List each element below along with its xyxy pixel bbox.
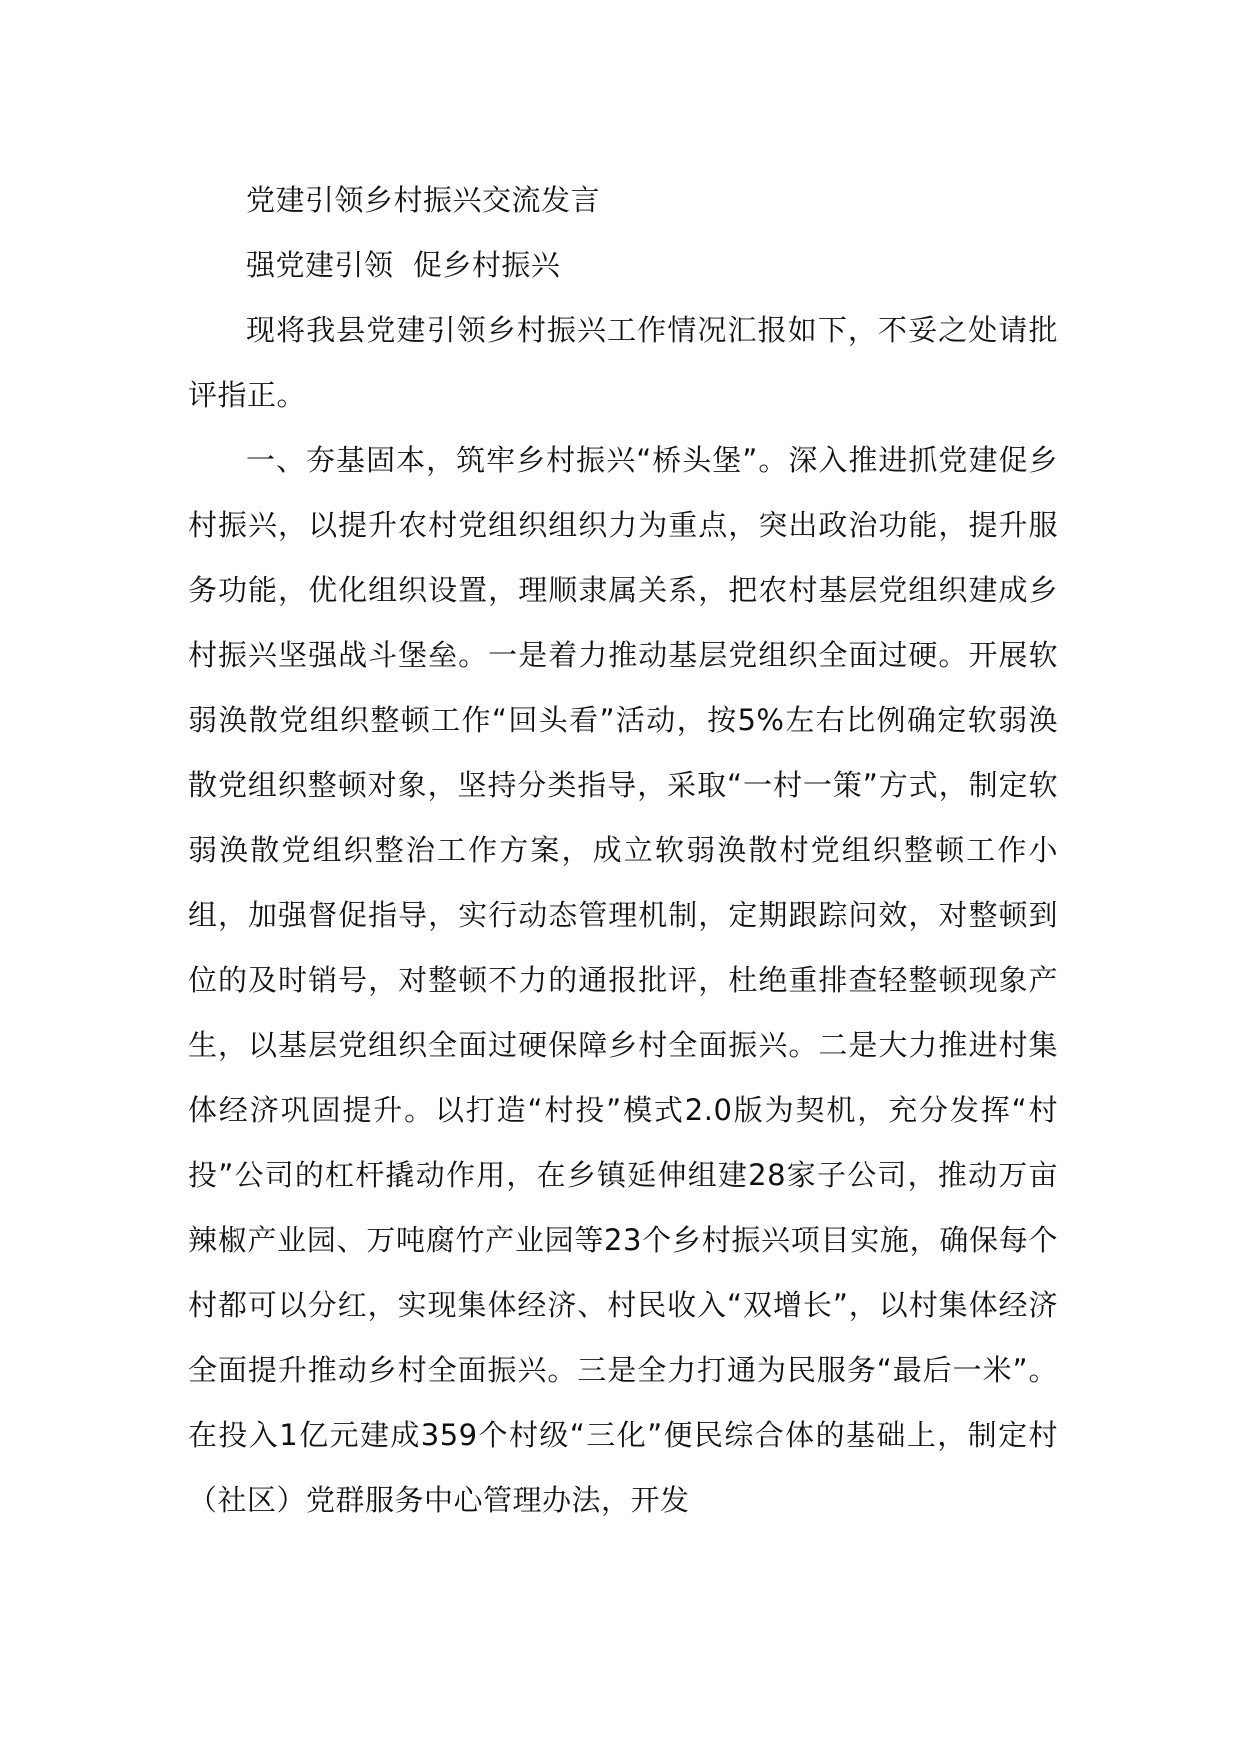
section-1-paragraph: 一、夯基固本，筑牢乡村振兴“桥头堡”。深入推进抓党建促乡村振兴，以提升农村党组织组织力为重点，突出政治功能，提升服务功能，优化组织设置，理顺隶属关系，把农村基层党组织建成乡村振兴坚强战斗堡垒。一是着力推动基层党组织全面过硬。开展软弱涣散党组织整顿工作“回头看”活动，按5%左右比例确定软弱涣散党组织整顿对象，坚持分类指导，采取“一村一策”方式，制定软弱涣散党组织整治工作方案，成立软弱涣散村党组织整顿工作小组，加强督促指导，实行动态管理机制，定期跟踪问效，对整顿到位的及时销号，对整顿不力的通报批评，杜绝重排查轻整顿现象产生，以基层党组织全面过硬保障乡村全面振兴。二是大力推进村集体经济巩固提升。以打造“村投”模式2.0版为契机，充分发挥“村投”公司的杠杆撬动作用，在乡镇延伸组建28家子公司，推动万亩辣椒产业园、万吨腐竹产业园等23个乡村振兴项目实施，确保每个村都可以分红，实现集体经济、村民收入“双增长”，以村集体经济全面提升推动乡村全面振兴。三是全力打通为民服务“最后一米”。在投入1亿元建成359个村级“三化”便民综合体的基础上，制定村（社区）党群服务中心管理办法，开发 (188, 443, 1058, 1517)
document-subtitle: 强党建引领 促乡村振兴 (246, 248, 561, 282)
document-body (188, 168, 1058, 1533)
intro-paragraph: 现将我县党建引领乡村振兴工作情况汇报如下，不妥之处请批评指正。 (188, 313, 1058, 412)
document-title: 党建引领乡村振兴交流发言 (246, 183, 601, 217)
